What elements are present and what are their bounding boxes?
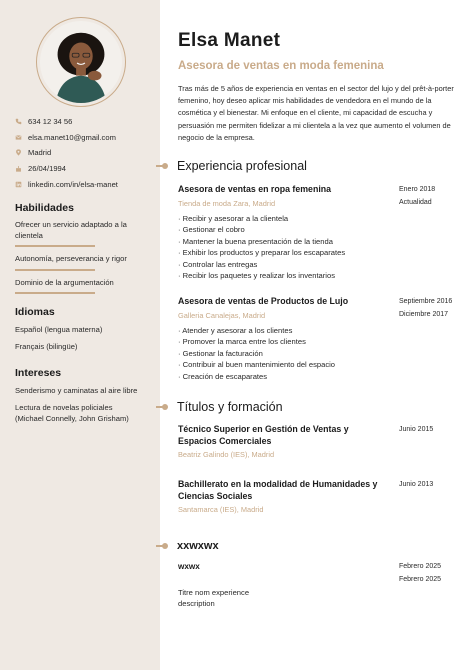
skill-bar (15, 269, 95, 271)
entry-dates: Junio 2015 (399, 426, 434, 433)
avatar-frame (36, 17, 126, 107)
task-list (178, 213, 458, 282)
contact-phone: 634 12 34 56 (15, 114, 155, 130)
education-title: Títulos y formación (177, 400, 283, 414)
contact-list (15, 114, 155, 192)
entry-school: Beatriz Galindo (IES), Madrid (178, 450, 275, 459)
education-entry (178, 479, 458, 514)
entry-company: Tienda de moda Zara, Madrid (178, 198, 276, 208)
education-heading (160, 400, 283, 414)
task-item: · Gestionar el cobro (178, 225, 245, 234)
skills-section (15, 202, 155, 301)
contact-email[interactable]: elsa.manet10@gmail.com (15, 130, 155, 146)
task-item: · Mantener la buena presentación de la tienda (178, 236, 333, 246)
languages-section (15, 306, 155, 352)
entry-dates: Febrero 2025 Febrero 2025 (399, 563, 442, 583)
entry-school: Santamarca (IES), Madrid (178, 505, 264, 514)
contact-linkedin[interactable]: linkedin.com/in/elsa-manet (15, 176, 155, 192)
profile-summary: Tras más de 5 años de experiencia en ventas en el sector del lujo y del prêt-à-porter femenino, hoy deseo aplicar mis habilidades de vendedora en el mundo de la cosmética y el bienestar. Mi enfoque en el cliente, mi capacidad de escucha y persuasión me permiten fidelizar a mi clientela a la vez que aumento el volumen de negocio de la empresa. (178, 84, 454, 142)
task-item: · Exhibir los productos y preparar los escaparates (178, 248, 346, 257)
entry-title: Bachillerato en la modalidad de Humanidades y Ciencias Sociales (178, 479, 378, 501)
phone-icon (15, 118, 28, 125)
email-icon (15, 134, 28, 141)
contact-birthday: 26/04/1994 (15, 161, 155, 177)
main-content (160, 0, 474, 670)
extra-heading (160, 540, 219, 552)
task-item: · Recibir y asesorar a la clientela (178, 213, 289, 223)
avatar-portrait-icon (40, 21, 122, 103)
education-entry (178, 424, 458, 459)
entry-dates: Septiembre 2016 Diciembre 2017 (399, 298, 453, 318)
interest-item: Lectura de novelas policiales (Michael Connelly, John Grisham) (15, 402, 129, 423)
birthday-icon (15, 165, 28, 172)
task-item: · Atender y asesorar a los clientes (178, 325, 293, 335)
task-item: · Promover la marca entre los clientes (178, 337, 306, 346)
languages-title: Idiomas (15, 306, 55, 318)
experience-title: Experiencia profesional (177, 159, 307, 173)
interests-title: Intereses (15, 367, 62, 379)
candidate-name: Elsa Manet (178, 30, 281, 51)
task-item: · Gestionar la facturación (178, 348, 263, 358)
skill-item: Autonomía, perseverancia y rigor (15, 254, 127, 263)
section-marker-icon (156, 406, 165, 408)
job-title: Asesora de ventas en moda femenina (178, 60, 384, 72)
interest-item: Senderismo y caminatas al aire libre (15, 386, 138, 395)
language-item: Español (lengua materna) (15, 325, 103, 334)
section-marker-icon (156, 165, 165, 167)
experience-entry (178, 184, 458, 282)
extra-title: xxwxwx (177, 540, 219, 552)
contact-location: Madrid (15, 145, 155, 161)
skill-bar (15, 245, 95, 247)
entry-dates: Enero 2018 Actualidad (399, 186, 436, 206)
entry-title: wxwx (178, 562, 200, 571)
experience-heading (160, 159, 307, 173)
task-item: · Recibir los paquetes y realizar los inventarios (178, 271, 336, 280)
interests-section (15, 367, 155, 425)
location-icon (15, 149, 28, 156)
extra-entry (178, 561, 458, 610)
skill-item: Ofrecer un servicio adaptado a la clientela (15, 220, 127, 240)
experience-entry (178, 296, 458, 382)
skill-item: Dominio de la argumentación (15, 277, 114, 287)
language-item: Français (bilingüe) (15, 341, 78, 351)
entry-dates: Junio 2013 (399, 481, 434, 488)
task-item: · Creación de escaparates (178, 371, 268, 381)
skills-title: Habilidades (15, 202, 74, 214)
skill-bar (15, 292, 95, 294)
entry-title: Técnico Superior en Gestión de Ventas y Espacios Comerciales (178, 424, 349, 446)
entry-title: Asesora de ventas en ropa femenina (178, 184, 332, 194)
sidebar (0, 0, 160, 670)
task-item: · Contribuir al buen mantenimiento del espacio (178, 360, 336, 369)
entry-line: Titre nom experience (178, 587, 250, 597)
avatar (40, 21, 122, 103)
entry-company: Galleria Canalejas, Madrid (178, 310, 266, 320)
entry-line: description (178, 599, 215, 608)
section-marker-icon (156, 545, 165, 547)
task-list (178, 325, 458, 383)
linkedin-icon (15, 181, 28, 188)
task-item: · Controlar las entregas (178, 259, 258, 269)
entry-title: Asesora de ventas de Productos de Lujo (178, 296, 349, 306)
